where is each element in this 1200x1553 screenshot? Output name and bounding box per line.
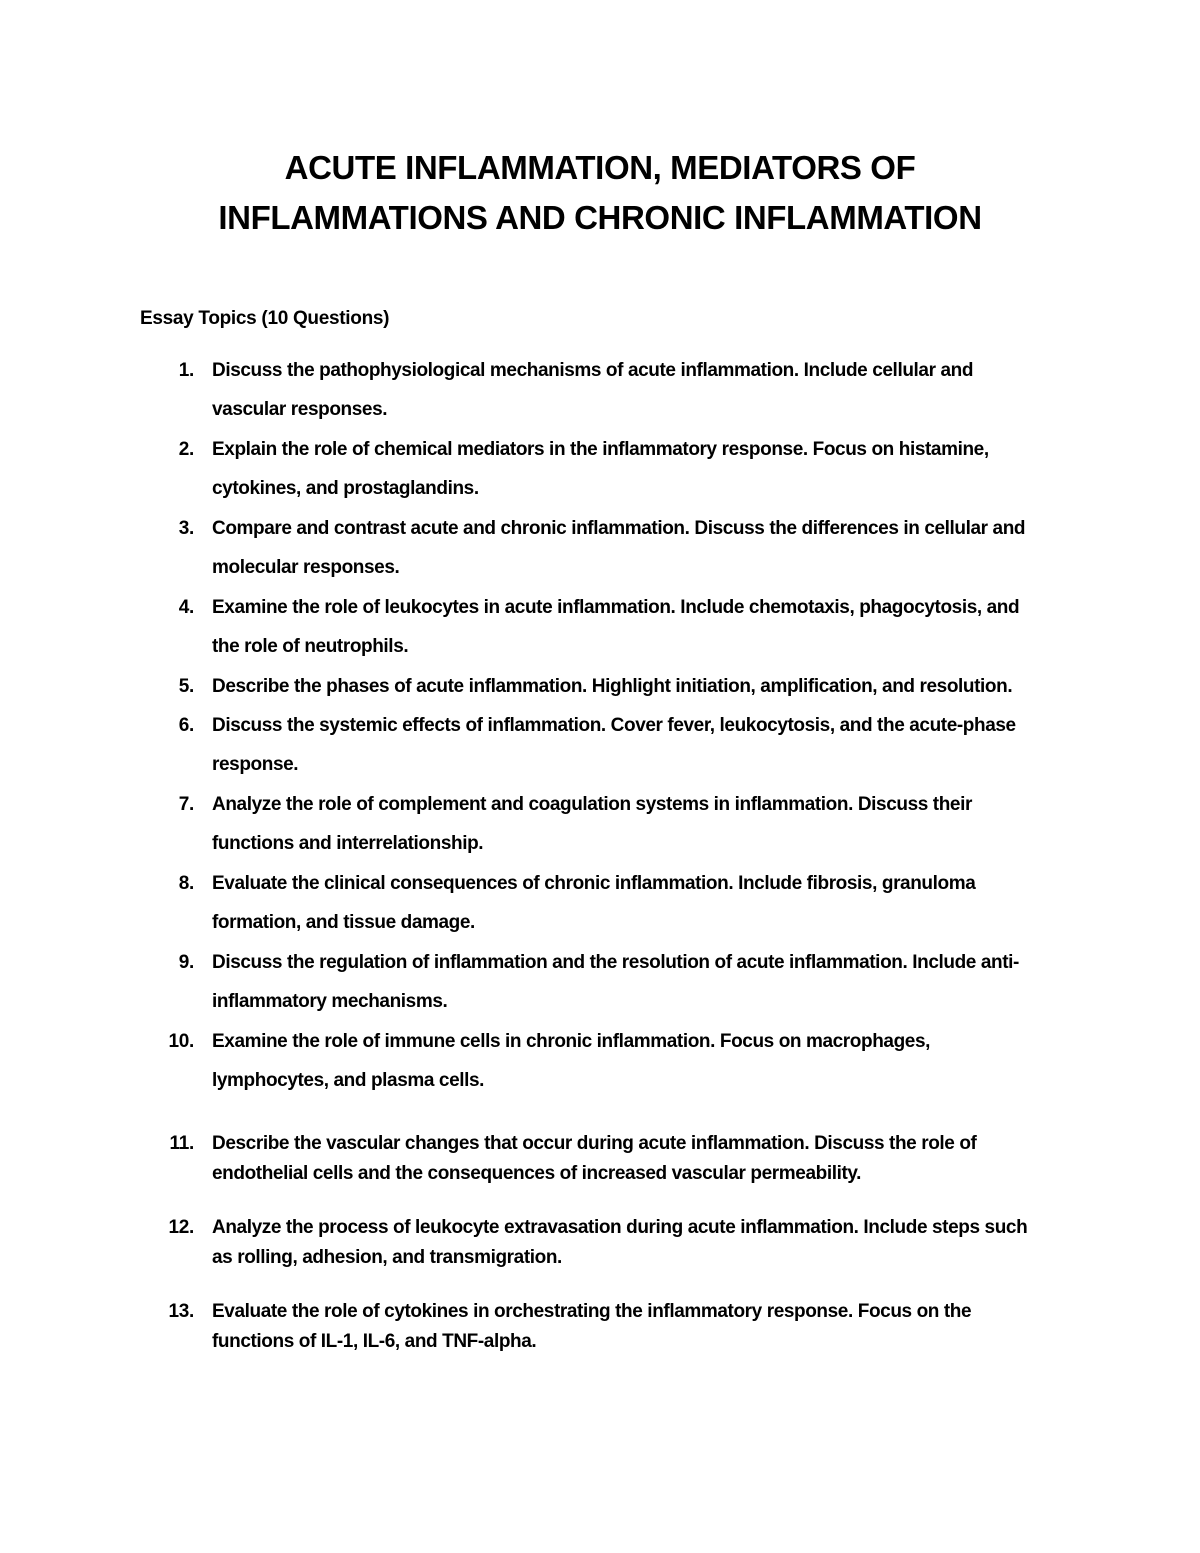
question-text-line-1: Describe the phases of acute inflammation. Highlight initiation, amplification, and resolution. bbox=[212, 676, 1013, 697]
question-text-line-2: formation, and tissue damage. bbox=[212, 912, 475, 933]
question-text-line-1: Discuss the systemic effects of inflammation. Cover fever, leukocytosis, and the acute-phase bbox=[212, 715, 1016, 736]
document-title-line-2: INFLAMMATIONS AND CHRONIC INFLAMMATION bbox=[218, 199, 982, 236]
question-number: 1. bbox=[178, 360, 194, 381]
question-text-line-2: lymphocytes, and plasma cells. bbox=[212, 1070, 485, 1091]
question-text-line-1: Analyze the role of complement and coagulation systems in inflammation. Discuss their bbox=[212, 794, 972, 815]
question-text-line-2: response. bbox=[212, 754, 299, 775]
question-text-line-1: Analyze the process of leukocyte extravasation during acute inflammation. Include steps such bbox=[212, 1217, 1028, 1238]
question-number: 11. bbox=[169, 1133, 194, 1154]
question-number: 12. bbox=[168, 1217, 194, 1238]
question-text-line-2: as rolling, adhesion, and transmigration. bbox=[212, 1247, 562, 1268]
question-text-line-1: Discuss the pathophysiological mechanisms of acute inflammation. Include cellular and bbox=[212, 360, 974, 381]
question-text-line-2: vascular responses. bbox=[212, 399, 388, 420]
question-text-line-1: Compare and contrast acute and chronic inflammation. Discuss the differences in cellular and bbox=[212, 518, 1026, 539]
question-number: 6. bbox=[178, 715, 194, 736]
question-text-line-1: Evaluate the role of cytokines in orchestrating the inflammatory response. Focus on the bbox=[212, 1301, 972, 1322]
question-number: 8. bbox=[178, 873, 194, 894]
question-text-line-1: Explain the role of chemical mediators in the inflammatory response. Focus on histamine, bbox=[212, 439, 989, 460]
question-text-line-1: Examine the role of leukocytes in acute inflammation. Include chemotaxis, phagocytosis, and bbox=[212, 597, 1020, 618]
essay-topics-heading: Essay Topics (10 Questions) bbox=[140, 308, 390, 329]
question-number: 9. bbox=[178, 952, 194, 973]
question-number: 5. bbox=[178, 676, 194, 697]
question-number: 4. bbox=[178, 597, 194, 618]
question-text-line-1: Describe the vascular changes that occur during acute inflammation. Discuss the role of bbox=[212, 1133, 977, 1154]
question-text-line-2: the role of neutrophils. bbox=[212, 636, 409, 657]
question-text-line-1: Examine the role of immune cells in chronic inflammation. Focus on macrophages, bbox=[212, 1031, 931, 1052]
question-text-line-2: endothelial cells and the consequences of increased vascular permeability. bbox=[212, 1163, 862, 1184]
question-number: 3. bbox=[178, 518, 194, 539]
question-text-line-1: Evaluate the clinical consequences of chronic inflammation. Include fibrosis, granuloma bbox=[212, 873, 976, 894]
question-number: 7. bbox=[178, 794, 194, 815]
question-text-line-1: Discuss the regulation of inflammation and the resolution of acute inflammation. Include anti- bbox=[212, 952, 1019, 973]
question-number: 2. bbox=[178, 439, 194, 460]
question-text-line-2: functions and interrelationship. bbox=[212, 833, 484, 854]
question-number: 13. bbox=[168, 1301, 194, 1322]
question-text-line-2: molecular responses. bbox=[212, 557, 400, 578]
document-title-line-1: ACUTE INFLAMMATION, MEDIATORS OF bbox=[284, 149, 916, 186]
question-text-line-2: cytokines, and prostaglandins. bbox=[212, 478, 479, 499]
question-text-line-2: functions of IL-1, IL-6, and TNF-alpha. bbox=[212, 1331, 537, 1352]
question-number: 10. bbox=[168, 1031, 194, 1052]
question-text-line-2: inflammatory mechanisms. bbox=[212, 991, 448, 1012]
